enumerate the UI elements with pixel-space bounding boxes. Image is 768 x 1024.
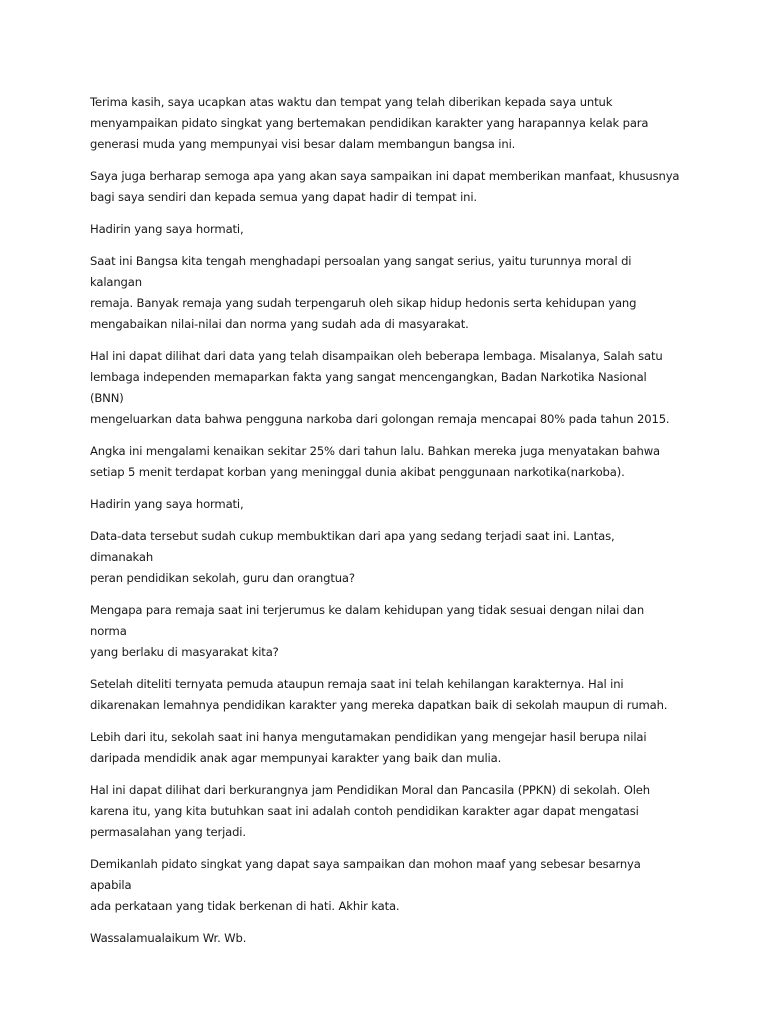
paragraph-greeting: Hadirin yang saya hormati, [90,222,244,236]
paragraph-closing: Demikanlah pidato singkat yang dapat saya sampaikan dan mohon maaf yang sebesar besarnya apabila ada perkataan yang tidak berkenan di hati. Akhir kata. [90,857,641,913]
paragraph-school-focus: Lebih dari itu, sekolah saat ini hanya mengutamakan pendidikan yang mengejar hasil berupa nilai daripada mendidik anak agar mempunyai karakter yang baik dan mulia. [90,730,647,765]
paragraph-increase: Angka ini mengalami kenaikan sekitar 25% dari tahun lalu. Bahkan mereka juga menyatakan bahwa setiap 5 menit terdapat korban yang meninggal dunia akibat penggunaan narkotika(narkoba). [90,444,661,479]
paragraph-hope: Saya juga berharap semoga apa yang akan saya sampaikan ini dapat memberikan manfaat, khususnya bagi saya sendiri dan kepada semua yang dapat hadir di tempat ini. [90,169,680,204]
paragraph-bnn-data: Hal ini dapat dilihat dari data yang telah disampaikan oleh beberapa lembaga. Misalanya, Salah satu lembaga independen memaparkan fakta yang sangat mencengangkan, Badan Narkotika Nasional (BNN) mengeluarkan data bahwa pengguna narkoba dari golongan remaja mencapai 80% pada tahun 2015. [90,349,670,426]
paragraph-opening-thanks: Terima kasih, saya ucapkan atas waktu dan tempat yang telah diberikan kepada saya untuk menyampaikan pidato singkat yang bertemakan pendidikan karakter yang harapannya kelak para generasi muda yang mempunyai visi besar dalam membangun bangsa ini. [90,95,649,151]
paragraph-moral-issue: Saat ini Bangsa kita tengah menghadapi persoalan yang sangat serius, yaitu turunnya moral di kalangan remaja. Banyak remaja yang sudah terpengaruh oleh sikap hidup hedonis serta kehidupan yang mengabaikan nilai-nilai dan norma yang sudah ada di masyarakat. [90,254,637,331]
paragraph-question: Mengapa para remaja saat ini terjerumus ke dalam kehidupan yang tidak sesuai dengan nilai dan norma yang berlaku di masyarakat kita? [90,603,645,659]
paragraph-character-loss: Setelah diteliti ternyata pemuda ataupun remaja saat ini telah kehilangan karakternya. Hal ini dikarenakan lemahnya pendidikan karakter yang mereka dapatkan baik di sekolah maupun di rumah. [90,677,668,712]
paragraph-salutation: Wassalamualaikum Wr. Wb. [90,931,247,945]
paragraph-education-role: Data-data tersebut sudah cukup membuktikan dari apa yang sedang terjadi saat ini. Lantas, dimanakah peran pendidikan sekolah, guru dan orangtua? [90,529,615,585]
paragraph-ppkn: Hal ini dapat dilihat dari berkurangnya jam Pendidikan Moral dan Pancasila (PPKN) di sekolah. Oleh karena itu, yang kita butuhkan saat ini adalah contoh pendidikan karakter agar dapat mengatasi permasalahan yang terjadi. [90,783,650,839]
paragraph-greeting: Hadirin yang saya hormati, [90,497,244,511]
document-body [90,92,680,960]
